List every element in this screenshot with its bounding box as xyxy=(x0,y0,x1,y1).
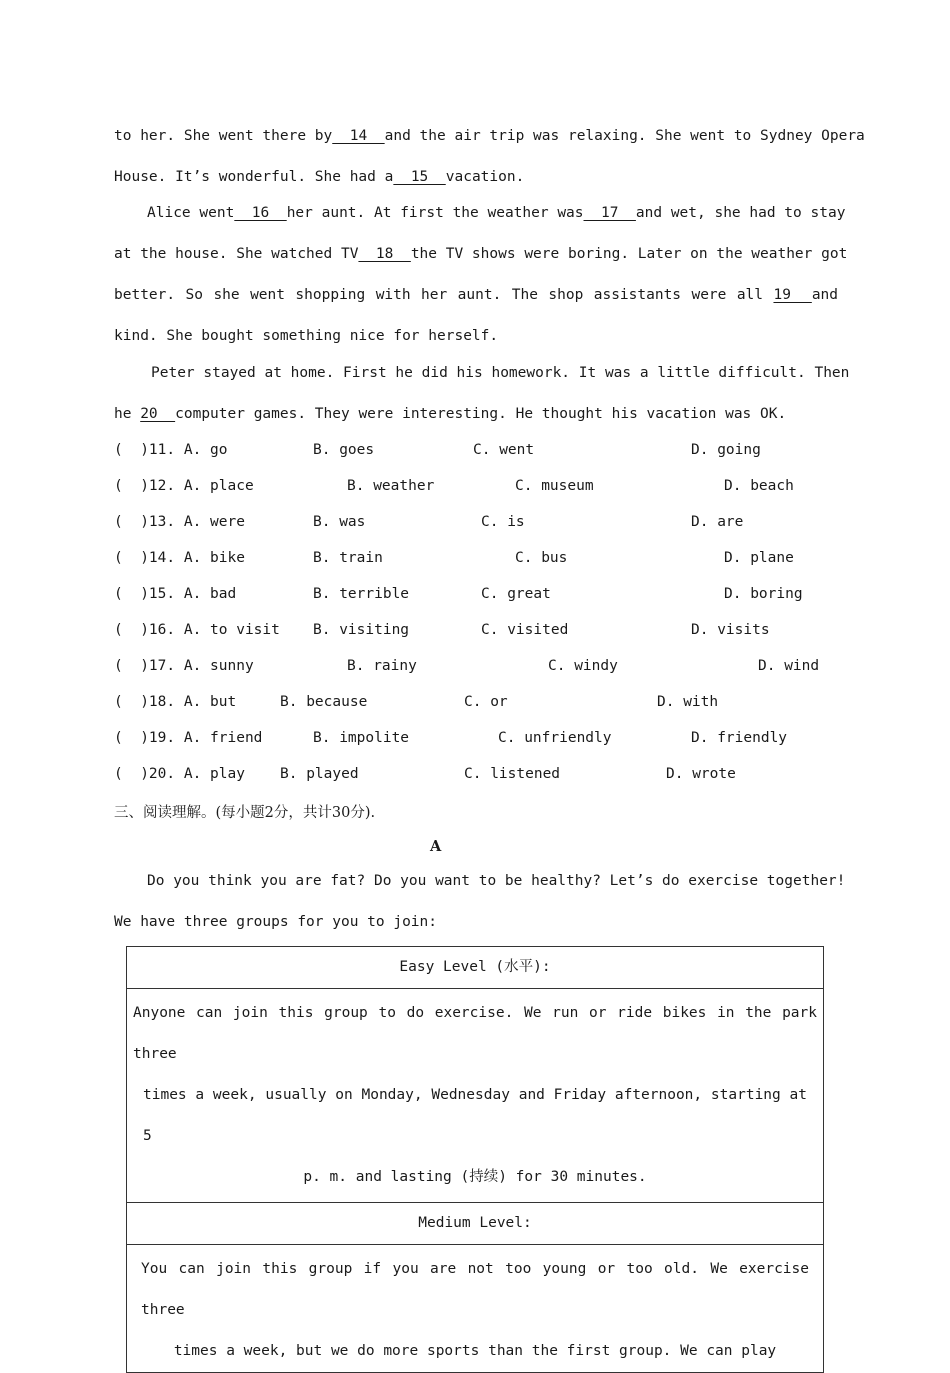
passage-line xyxy=(114,128,865,144)
option-a: ( )14. A. bike xyxy=(114,550,245,566)
description-line: Anyone can join this group to do exercise. We run or ride bikes in the park three xyxy=(133,1005,817,1062)
passage-text: computer games. They were interesting. He thought his vacation was OK. xyxy=(175,406,787,422)
option-d: D. with xyxy=(657,694,719,710)
question-15 xyxy=(114,586,874,606)
option-c: C. went xyxy=(473,442,535,458)
option-b: B. weather xyxy=(347,478,435,494)
option-a: ( )17. A. sunny xyxy=(114,658,254,674)
option-a: ( )15. A. bad xyxy=(114,586,237,602)
question-19 xyxy=(114,730,874,750)
option-c: C. listened xyxy=(464,766,561,782)
option-c: C. visited xyxy=(481,622,569,638)
question-17 xyxy=(114,658,874,678)
easy-level-title: Easy Level (水平): xyxy=(127,947,824,989)
description-line: times a week, but we do more sports than the first group. We can play xyxy=(173,1343,777,1359)
option-b: B. was xyxy=(313,514,366,530)
passage-text: House. It’s wonderful. She had a xyxy=(114,169,394,185)
section-heading: 三、阅读理解。(每小题2分，共计30分). xyxy=(114,805,376,821)
medium-level-title: Medium Level: xyxy=(127,1203,824,1245)
question-18 xyxy=(114,694,874,714)
option-a: ( )12. A. place xyxy=(114,478,254,494)
option-d: D. wind xyxy=(758,658,820,674)
option-d: D. are xyxy=(691,514,744,530)
option-b: B. goes xyxy=(313,442,375,458)
passage-line xyxy=(114,328,838,344)
passage-line xyxy=(114,287,838,303)
passage-text: at the house. She watched TV xyxy=(114,246,359,262)
option-d: D. wrote xyxy=(666,766,736,782)
intro-line: Do you think you are fat? Do you want to be healthy? Let’s do exercise together! xyxy=(147,873,846,889)
passage-line xyxy=(114,406,838,422)
passage-text: and wet, she had to stay xyxy=(635,205,846,221)
question-13 xyxy=(114,514,874,534)
option-a: ( )16. A. to visit xyxy=(114,622,280,638)
option-d: D. visits xyxy=(691,622,770,638)
option-b: B. because xyxy=(280,694,368,710)
option-a: ( )18. A. but xyxy=(114,694,237,710)
blank-20: 20 xyxy=(140,406,176,422)
description-line: You can join this group if you are not too young or too old. We exercise three xyxy=(141,1261,809,1318)
blank-16: 16 xyxy=(234,205,287,221)
question-16 xyxy=(114,622,874,642)
passage-text: and the air trip was relaxing. She went to Sydney Opera xyxy=(384,128,865,144)
blank-15: 15 xyxy=(393,169,446,185)
passage-text: her aunt. At first the weather was xyxy=(286,205,584,221)
passage-text: to her. She went there by xyxy=(114,128,333,144)
exercise-groups-table xyxy=(126,946,824,1373)
option-d: D. friendly xyxy=(691,730,788,746)
passage-text: Alice went xyxy=(147,205,235,221)
passage-line xyxy=(114,246,848,262)
option-b: B. train xyxy=(313,550,383,566)
passage-text: kind. She bought something nice for herself. xyxy=(114,328,499,344)
passage-text: the TV shows were boring. Later on the weather got xyxy=(410,246,848,262)
option-d: D. going xyxy=(691,442,761,458)
blank-18: 18 xyxy=(358,246,411,262)
option-b: B. rainy xyxy=(347,658,417,674)
part-title: A xyxy=(430,838,442,855)
option-c: C. bus xyxy=(515,550,568,566)
option-b: B. played xyxy=(280,766,359,782)
option-b: B. impolite xyxy=(313,730,410,746)
description-line: times a week, usually on Monday, Wednesday and Friday afternoon, starting at 5 xyxy=(143,1087,807,1144)
option-c: C. or xyxy=(464,694,508,710)
option-a: ( )11. A. go xyxy=(114,442,228,458)
question-12 xyxy=(114,478,874,498)
blank-14: 14 xyxy=(332,128,385,144)
passage-line xyxy=(151,365,850,381)
option-b: B. terrible xyxy=(313,586,410,602)
option-d: D. plane xyxy=(724,550,794,566)
passage-text: vacation. xyxy=(445,169,525,185)
intro-line: We have three groups for you to join: xyxy=(114,914,438,930)
option-a: ( )20. A. play xyxy=(114,766,245,782)
option-c: C. museum xyxy=(515,478,594,494)
option-c: C. unfriendly xyxy=(498,730,612,746)
question-11 xyxy=(114,442,874,462)
passage-text: and xyxy=(811,287,839,303)
question-14 xyxy=(114,550,874,570)
medium-level-description xyxy=(127,1245,824,1373)
option-a: ( )13. A. were xyxy=(114,514,245,530)
option-a: ( )19. A. friend xyxy=(114,730,263,746)
option-c: C. great xyxy=(481,586,551,602)
easy-level-description xyxy=(127,989,824,1203)
option-b: B. visiting xyxy=(313,622,410,638)
question-20 xyxy=(114,766,874,786)
option-c: C. is xyxy=(481,514,525,530)
option-c: C. windy xyxy=(548,658,618,674)
passage-text: he xyxy=(114,406,132,422)
option-d: D. boring xyxy=(724,586,803,602)
blank-17: 17 xyxy=(583,205,636,221)
passage-text: better. So she went shopping with her aunt. The shop assistants were all xyxy=(114,287,764,303)
passage-text: Peter stayed at home. First he did his homework. It was a little difficult. Then xyxy=(151,365,850,381)
option-d: D. beach xyxy=(724,478,794,494)
passage-line xyxy=(114,169,838,185)
blank-19: 19 xyxy=(773,287,812,303)
passage-line xyxy=(147,205,846,221)
description-line: p. m. and lasting (持续) for 30 minutes. xyxy=(303,1169,647,1185)
